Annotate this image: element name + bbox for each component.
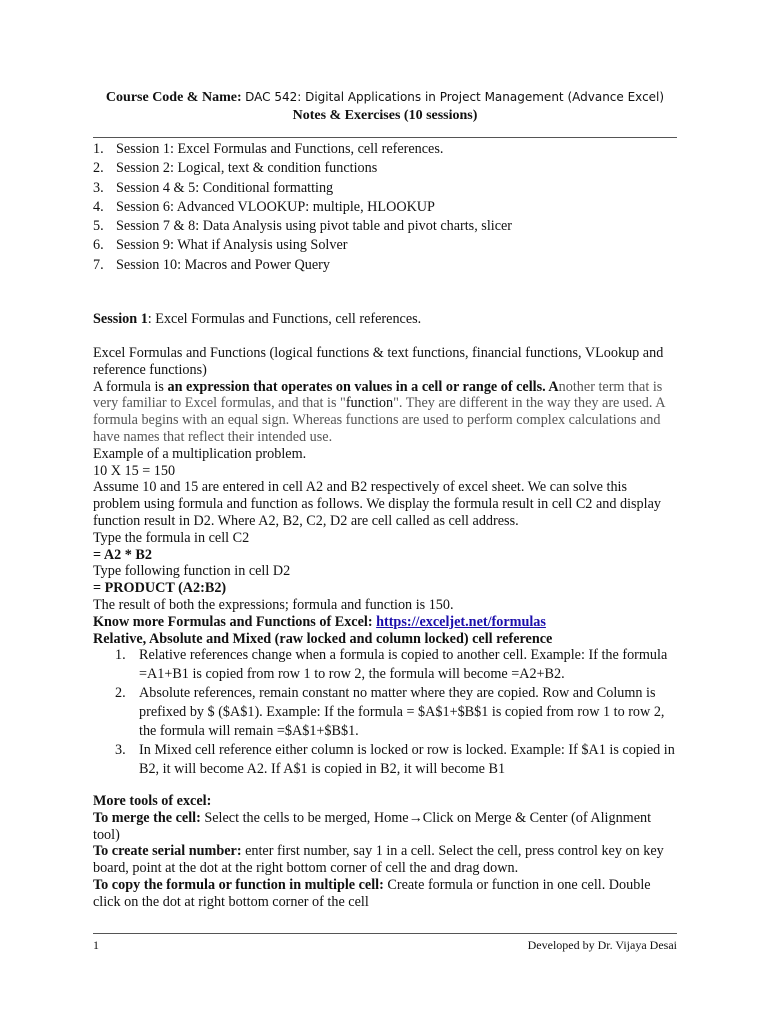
merge-text: Select the cells to be merged, Home (200, 809, 409, 826)
document-header (93, 88, 677, 125)
merge-label: To merge the cell: (93, 809, 201, 826)
merge-text-end: Click on Merge & Center (of Alignment tool) (93, 809, 652, 843)
arrow-right-icon: → (408, 809, 423, 826)
list-number: 2. (93, 160, 104, 177)
definition-lead: A formula is (93, 378, 168, 395)
know-more-line (93, 614, 677, 631)
list-item (93, 741, 677, 779)
tools-heading: More tools of excel: (93, 793, 212, 809)
session1-heading (93, 311, 677, 328)
list-text: Absolute references, remain constant no matter where they are copied. Row and Column is prefixed by $ ($A$1). Example: If the formula = $A$1+$B$1 is copied from row 1 to row 2, the formula will remain =$A$1+$B$1. (139, 685, 665, 739)
page-footer (93, 938, 677, 953)
session-list-item (93, 140, 512, 159)
reference-heading: Relative, Absolute and Mixed (raw locked and column locked) cell reference (93, 630, 553, 647)
list-number: 4. (93, 198, 104, 215)
list-text: Session 6: Advanced VLOOKUP: multiple, HLOOKUP (116, 198, 435, 215)
function-example: = PRODUCT (A2:B2) (93, 580, 227, 597)
definition-term: function (345, 395, 394, 412)
example-label: Example of a multiplication problem. (93, 445, 307, 462)
list-text: Session 10: Macros and Power Query (116, 256, 330, 273)
list-text: Session 1: Excel Formulas and Functions, cell references. (116, 141, 444, 157)
header-divider (93, 137, 677, 138)
intro-text: Excel Formulas and Functions (logical functions & text functions, financial functions, VLookup and reference functions) (93, 345, 664, 378)
page-number: 1 (93, 938, 99, 952)
exceljet-link[interactable]: https://exceljet.net/formulas (376, 613, 546, 630)
course-line (93, 88, 677, 107)
serial-tip (93, 843, 677, 877)
session-list-item (93, 217, 512, 236)
formula-example: = A2 * B2 (93, 546, 152, 563)
list-item (93, 646, 677, 684)
footer-credit: Developed by Dr. Vijaya Desai (527, 938, 677, 952)
list-text: Relative references change when a formula is copied to another cell. Example: If the formula =A1+B1 is copied from row 1 to row 2, the formula will become =A2+B2. (139, 647, 668, 682)
tools-section (93, 793, 677, 911)
list-item (93, 684, 677, 741)
course-label: Course Code & Name: (105, 90, 242, 105)
list-number: 1. (115, 647, 126, 663)
serial-text: enter first number, say 1 in a cell. Select the cell, press control key on key board, point at the dot at the right bottom corner of cell the and drag down. (93, 843, 664, 877)
know-more-label: Know more Formulas and Functions of Excel: (93, 613, 377, 630)
list-text: Session 7 & 8: Data Analysis using pivot table and pivot charts, slicer (116, 218, 513, 235)
list-number: 7. (93, 256, 104, 273)
session1-label: Session 1 (93, 311, 148, 327)
definition-bold: an expression that operates on values in a cell or range of cells. A (167, 378, 559, 395)
copy-text: Create formula or function in one cell. Double click on the dot at right bottom corner of the cell (93, 876, 651, 910)
list-text: Session 2: Logical, text & condition functions (116, 160, 378, 177)
session-list-item (93, 256, 512, 275)
example-calc: 10 X 15 = 150 (93, 462, 176, 479)
session1-body (93, 345, 677, 647)
session-list (93, 140, 512, 275)
formula-definition (93, 379, 677, 446)
list-number: 6. (93, 237, 104, 254)
definition-muted: nother term that is very familiar to Excel formulas, and that is " (93, 378, 663, 412)
list-number: 2. (115, 685, 126, 701)
session1-title: : Excel Formulas and Functions, cell references. (147, 311, 422, 327)
session-list-item (93, 179, 512, 198)
merge-tip (93, 810, 677, 844)
list-text: Session 9: What if Analysis using Solver (116, 237, 348, 254)
copy-label: To copy the formula or function in multiple cell: (93, 876, 384, 893)
footer-divider (93, 933, 677, 934)
list-number: 3. (115, 742, 126, 758)
course-name: DAC 542: Digital Applications in Project Management (Advance Excel) (245, 90, 665, 104)
serial-label: To create serial number: (93, 843, 242, 860)
list-text: In Mixed cell reference either column is locked or row is locked. Example: If $A1 is copied in B2, it will become A2. If A$1 is copied in B2, it will become B1 (139, 742, 675, 777)
document-subtitle: Notes & Exercises (10 sessions) (292, 108, 478, 123)
result-text: The result of both the expressions; formula and function is 150. (93, 596, 454, 613)
list-number: 3. (93, 179, 104, 196)
function-instruction: Type following function in cell D2 (93, 563, 291, 580)
copy-tip (93, 877, 677, 911)
assume-text: Assume 10 and 15 are entered in cell A2 and B2 respectively of excel sheet. We can solve this problem using formula and function as follows. We display the formula result in cell C2 and display function result in D2. Where A2, B2, C2, D2 are cell called as cell address. (93, 479, 661, 529)
list-number: 5. (93, 218, 104, 235)
list-text: Session 4 & 5: Conditional formatting (116, 179, 334, 196)
definition-muted-end: ". They are different in the way they are used. A formula begins with an equal sign. Whereas functions are used to perform complex calculations and have names that reflect their intended use. (93, 395, 665, 445)
formula-instruction: Type the formula in cell C2 (93, 529, 250, 546)
session-list-item (93, 236, 512, 255)
list-number: 1. (93, 141, 104, 157)
reference-list (93, 646, 677, 779)
session-list-item (93, 159, 512, 178)
session-list-item (93, 198, 512, 217)
